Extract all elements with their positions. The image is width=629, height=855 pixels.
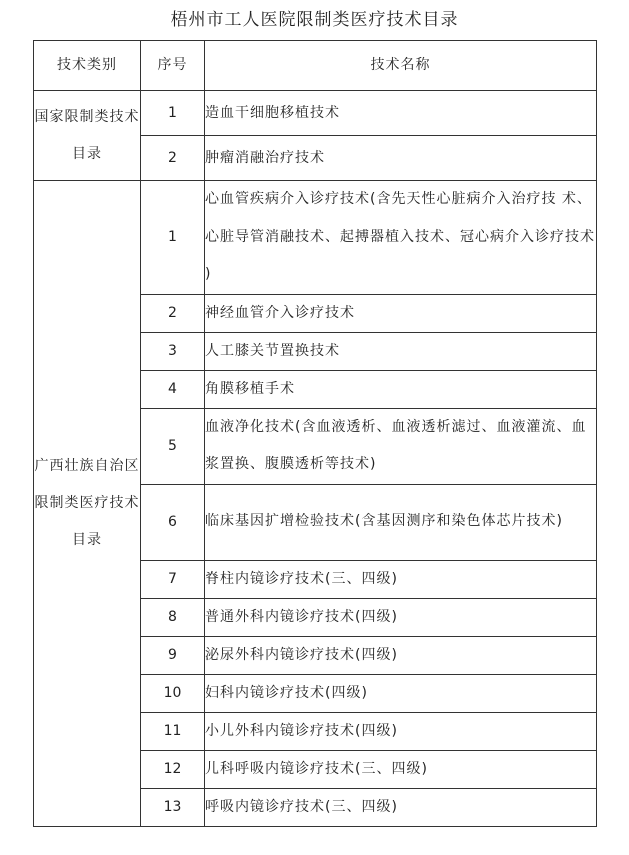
category-national: 国家限制类技术目录 — [34, 91, 141, 181]
row-number: 5 — [141, 408, 205, 484]
row-number: 1 — [141, 181, 205, 295]
technology-name: 泌尿外科内镜诊疗技术(四级) — [205, 636, 597, 674]
row-number: 4 — [141, 370, 205, 408]
row-number: 9 — [141, 636, 205, 674]
technology-name: 小儿外科内镜诊疗技术(四级) — [205, 712, 597, 750]
technology-name: 普通外科内镜诊疗技术(四级) — [205, 598, 597, 636]
header-name: 技术名称 — [205, 41, 597, 91]
technology-name: 角膜移植手术 — [205, 370, 597, 408]
technology-name: 造血干细胞移植技术 — [205, 91, 597, 136]
row-number: 12 — [141, 750, 205, 788]
table-row — [34, 181, 597, 295]
table-header-row — [34, 41, 597, 91]
row-number: 13 — [141, 788, 205, 826]
technology-name: 神经血管介入诊疗技术 — [205, 294, 597, 332]
header-category: 技术类别 — [34, 41, 141, 91]
technology-name: 儿科呼吸内镜诊疗技术(三、四级) — [205, 750, 597, 788]
row-number: 10 — [141, 674, 205, 712]
row-number: 1 — [141, 91, 205, 136]
technology-name: 人工膝关节置换技术 — [205, 332, 597, 370]
technology-name: 心血管疾病介入诊疗技术(含先天性心脏病介入治疗技 术、心脏导管消融技术、起搏器植入技术、冠心病介入诊疗技术 ) — [205, 181, 597, 295]
row-number: 2 — [141, 294, 205, 332]
category-guangxi: 广西壮族自治区限制类医疗技术目录 — [34, 181, 141, 827]
technology-name: 肿瘤消融治疗技术 — [205, 136, 597, 181]
technology-name: 血液净化技术(含血液透析、血液透析滤过、血液灌流、血浆置换、腹膜透析等技术) — [205, 408, 597, 484]
row-number: 2 — [141, 136, 205, 181]
table-row — [34, 91, 597, 136]
technology-name: 脊柱内镜诊疗技术(三、四级) — [205, 560, 597, 598]
technology-name: 临床基因扩增检验技术(含基因测序和染色体芯片技术) — [205, 484, 597, 560]
technology-name: 妇科内镜诊疗技术(四级) — [205, 674, 597, 712]
technology-name: 呼吸内镜诊疗技术(三、四级) — [205, 788, 597, 826]
row-number: 11 — [141, 712, 205, 750]
row-number: 3 — [141, 332, 205, 370]
row-number: 8 — [141, 598, 205, 636]
header-number: 序号 — [141, 41, 205, 91]
document-title: 梧州市工人医院限制类医疗技术目录 — [170, 10, 459, 30]
technology-catalog-table — [33, 40, 597, 827]
row-number: 7 — [141, 560, 205, 598]
row-number: 6 — [141, 484, 205, 560]
